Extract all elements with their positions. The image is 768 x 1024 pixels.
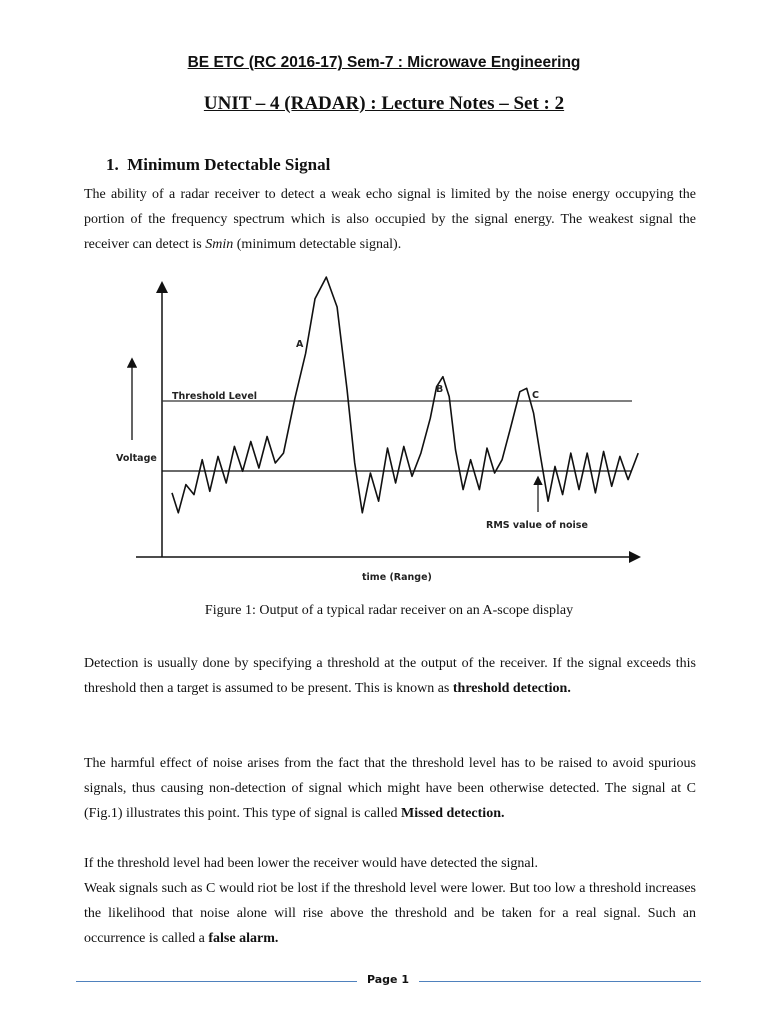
- figure-caption: Figure 1: Output of a typical radar receiver on an A-scope display: [204, 603, 574, 618]
- peak-c-label: C: [532, 390, 539, 401]
- rms-noise-label: RMS value of noise: [486, 520, 588, 531]
- figure-a-scope: [110, 272, 670, 602]
- footer-rule-left: [76, 981, 357, 982]
- section-title: Minimum Detectable Signal: [127, 155, 331, 174]
- course-title: BE ETC (RC 2016-17) Sem-7 : Microwave Engineering: [187, 54, 581, 71]
- section-number: 1.: [106, 155, 119, 174]
- paragraph-false-alarm: [84, 851, 696, 951]
- smin-term: Smin: [205, 237, 234, 252]
- paragraph-intro-text: The ability of a radar receiver to detect a weak echo signal is limited by the noise energy occupying the portion of the frequency spectrum which is also occupied by the signal energy. The weakest signal the receiver can detect is: [84, 187, 696, 252]
- peak-b-label: B: [436, 384, 444, 395]
- unit-title: UNIT – 4 (RADAR) : Lecture Notes – Set : 2: [203, 93, 565, 114]
- paragraph-threshold-text: Detection is usually done by specifying a threshold at the output of the receiver. If the signal exceeds this threshold then a target is assumed to be present. This is known as: [84, 656, 696, 696]
- paragraph-missed-text: The harmful effect of noise arises from the fact that the threshold level has to be raised to avoid spurious signals, thus causing non-detection of signal which might have been otherwise detected. The signal at C (Fig.1) illustrates this point. This type of signal is called: [84, 756, 696, 821]
- peak-a-label: A: [296, 339, 304, 350]
- page-number: Page 1: [366, 973, 409, 986]
- footer-rule-right: [419, 981, 701, 982]
- a-scope-diagram: [110, 272, 670, 602]
- threshold-detection-term: threshold detection.: [452, 681, 571, 696]
- paragraph-intro: [84, 182, 696, 257]
- paragraph-false-alarm-text: Weak signals such as C would riot be lost if the threshold level were lower. But too low a threshold increases the likelihood that noise alone will rise above the threshold and be taken for a real signal. Such an occurrence is called a: [84, 881, 696, 946]
- threshold-level-label: Threshold Level: [172, 391, 258, 402]
- paragraph-missed-detection: [84, 751, 696, 826]
- false-alarm-term: false alarm.: [208, 931, 279, 946]
- missed-detection-term: Missed detection.: [401, 806, 505, 821]
- voltage-label: Voltage: [116, 453, 157, 464]
- paragraph-false-alarm-line1: If the threshold level had been lower the receiver would have detected the signal.: [84, 856, 539, 871]
- paragraph-intro-end: (minimum detectable signal).: [233, 237, 402, 252]
- paragraph-threshold-detection: [84, 651, 696, 701]
- time-range-label: time (Range): [362, 572, 432, 583]
- section-heading: [106, 155, 330, 175]
